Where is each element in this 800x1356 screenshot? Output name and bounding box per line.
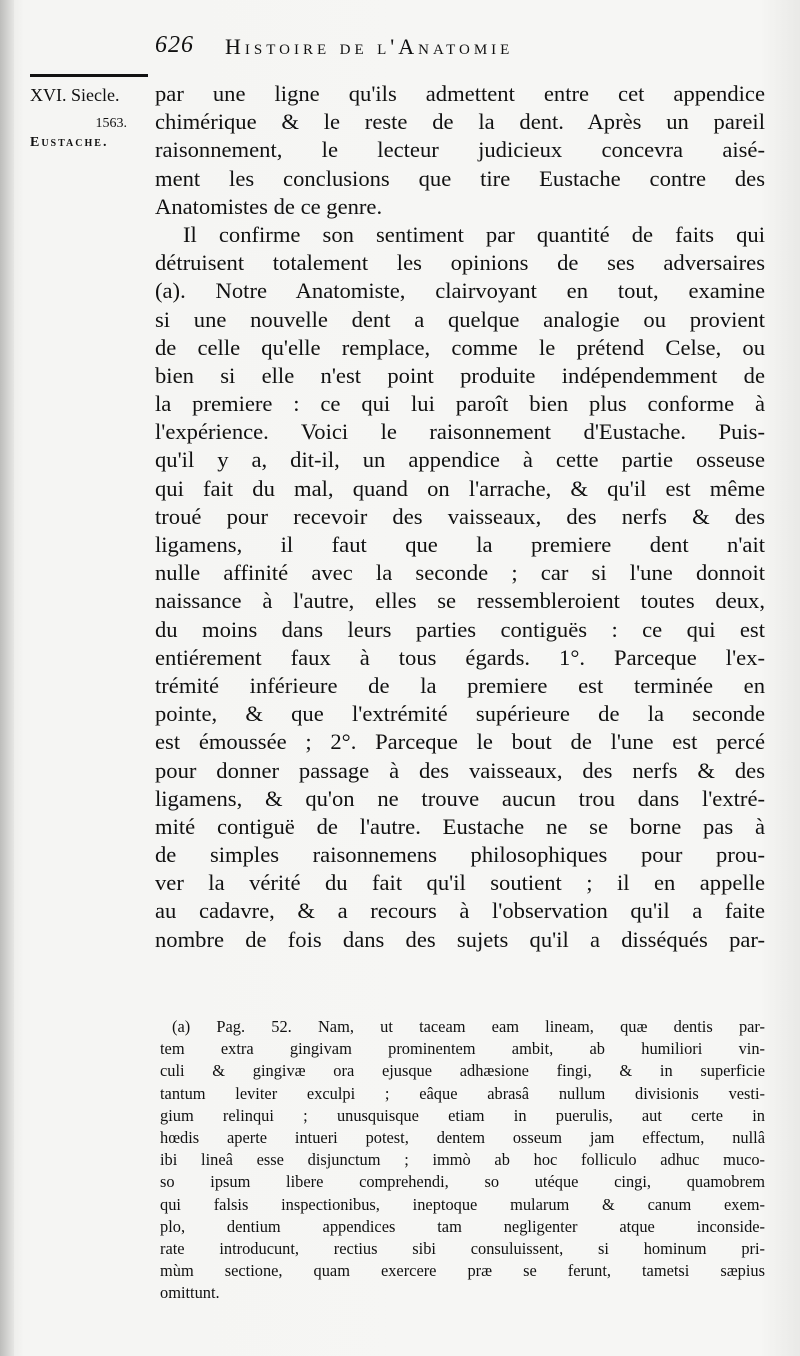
body-line: pointe, & que l'extrémité supérieure de la seconde xyxy=(155,701,765,727)
footnote-line: omittunt. xyxy=(160,1283,220,1303)
body-line: entiérement faux à tous égards. 1°. Parceque l'ex- xyxy=(155,644,765,670)
margin-rule xyxy=(30,74,148,77)
body-line: ligamens, & qu'on ne trouve aucun trou dans l'extré- xyxy=(155,785,765,811)
body-line: la premiere : ce qui lui paroît bien plus conforme à xyxy=(155,391,765,417)
body-text xyxy=(155,80,765,954)
footnote-line: tantum leviter exculpi ; eâque abrasâ nullum divisionis vesti- xyxy=(160,1083,765,1103)
footnote xyxy=(160,1016,765,1304)
body-line: de celle qu'elle remplace, comme le prétend Celse, ou xyxy=(155,334,765,360)
body-line: bien si elle n'est point produite indépendemment de xyxy=(155,362,765,388)
footnote-line: plo, dentium appendices tam negligenter atque inconside- xyxy=(160,1216,765,1236)
body-line: nulle affinité avec la seconde ; car si l'une donnoit xyxy=(155,560,765,586)
body-line: Il confirme son sentiment par quantité de faits qui xyxy=(183,221,765,247)
page-binding-edge xyxy=(0,0,14,1356)
body-line: chimérique & le reste de la dent. Après un pareil xyxy=(155,109,765,135)
body-line: pour donner passage à des vaisseaux, des nerfs & des xyxy=(155,757,765,783)
footnote-line: so ipsum libere comprehendi, so utéque cingi, quamobrem xyxy=(160,1172,765,1192)
running-title: Histoire de l'Anatomie xyxy=(225,34,514,59)
footnote-line: mùm sectione, quam exercere præ se ferunt, tametsi sæpius xyxy=(160,1261,765,1281)
page-number: 626 xyxy=(155,32,194,58)
body-line: naissance à l'autre, elles se ressembleroient toutes deux, xyxy=(155,588,765,614)
margin-century: XVI. Siecle. xyxy=(30,85,120,105)
margin-name: Eustache. xyxy=(30,135,109,150)
body-line: (a). Notre Anatomiste, clairvoyant en tout, examine xyxy=(155,278,765,304)
body-line: si une nouvelle dent a quelque analogie ou provient xyxy=(155,306,765,332)
margin-notes xyxy=(30,84,155,152)
body-line: du moins dans leurs parties contiguës : ce qui est xyxy=(155,616,765,642)
footnote-line: gium relinqui ; unusquisque etiam in puerulis, aut certe in xyxy=(160,1105,765,1125)
body-line: ment les conclusions que tire Eustache contre des xyxy=(155,165,765,191)
footnote-line: tem extra gingivam prominentem ambit, ab humiliori vin- xyxy=(160,1039,765,1059)
body-line: est émoussée ; 2°. Parceque le bout de l'une est percé xyxy=(155,729,765,755)
body-line: nombre de fois dans des sujets qu'il a disséqués par- xyxy=(155,926,765,952)
footnote-line: culi & gingivæ ora ejusque adhæsione fingi, & in superficie xyxy=(160,1061,765,1081)
body-line: par une ligne qu'ils admettent entre cet appendice xyxy=(155,81,765,106)
body-line: au cadavre, & a recours à l'observation qu'il a faite xyxy=(155,898,765,924)
footnote-line: (a) Pag. 52. Nam, ut taceam eam lineam, quæ dentis par- xyxy=(172,1017,765,1036)
body-line: trémité inférieure de la premiere est terminée en xyxy=(155,672,765,698)
body-line: mité contiguë de l'autre. Eustache ne se borne pas à xyxy=(155,813,765,839)
footnote-line: rate introducunt, rectius sibi consuluissent, si hominum pri- xyxy=(160,1238,765,1258)
page-header xyxy=(155,30,765,70)
body-line: qui fait du mal, quand on l'arrache, & qu'il est même xyxy=(155,475,765,501)
body-line: ver la vérité du fait qu'il soutient ; il en appelle xyxy=(155,870,765,896)
body-line: de simples raisonnemens philosophiques pour prou- xyxy=(155,842,765,868)
margin-year: 1563. xyxy=(95,116,127,131)
body-line: détruisent totalement les opinions de ses adversaires xyxy=(155,250,765,276)
body-line: qu'il y a, dit-il, un appendice à cette partie osseuse xyxy=(155,447,765,473)
body-line: troué pour recevoir des vaisseaux, des nerfs & des xyxy=(155,503,765,529)
footnote-line: ibi lineâ esse disjunctum ; immò ab hoc folliculo adhuc muco- xyxy=(160,1150,765,1170)
body-line: raisonnement, le lecteur judicieux concevra aisé- xyxy=(155,137,765,163)
body-line: ligamens, il faut que la premiere dent n'ait xyxy=(155,532,765,557)
footnote-line: qui falsis inspectionibus, ineptoque mularum & canum exem- xyxy=(160,1194,765,1214)
body-line: Anatomistes de ce genre. xyxy=(155,193,383,219)
footnote-line: hœdis aperte intueri potest, dentem osseum jam effectum, nullâ xyxy=(160,1127,765,1147)
body-line: l'expérience. Voici le raisonnement d'Eustache. Puis- xyxy=(155,419,765,445)
